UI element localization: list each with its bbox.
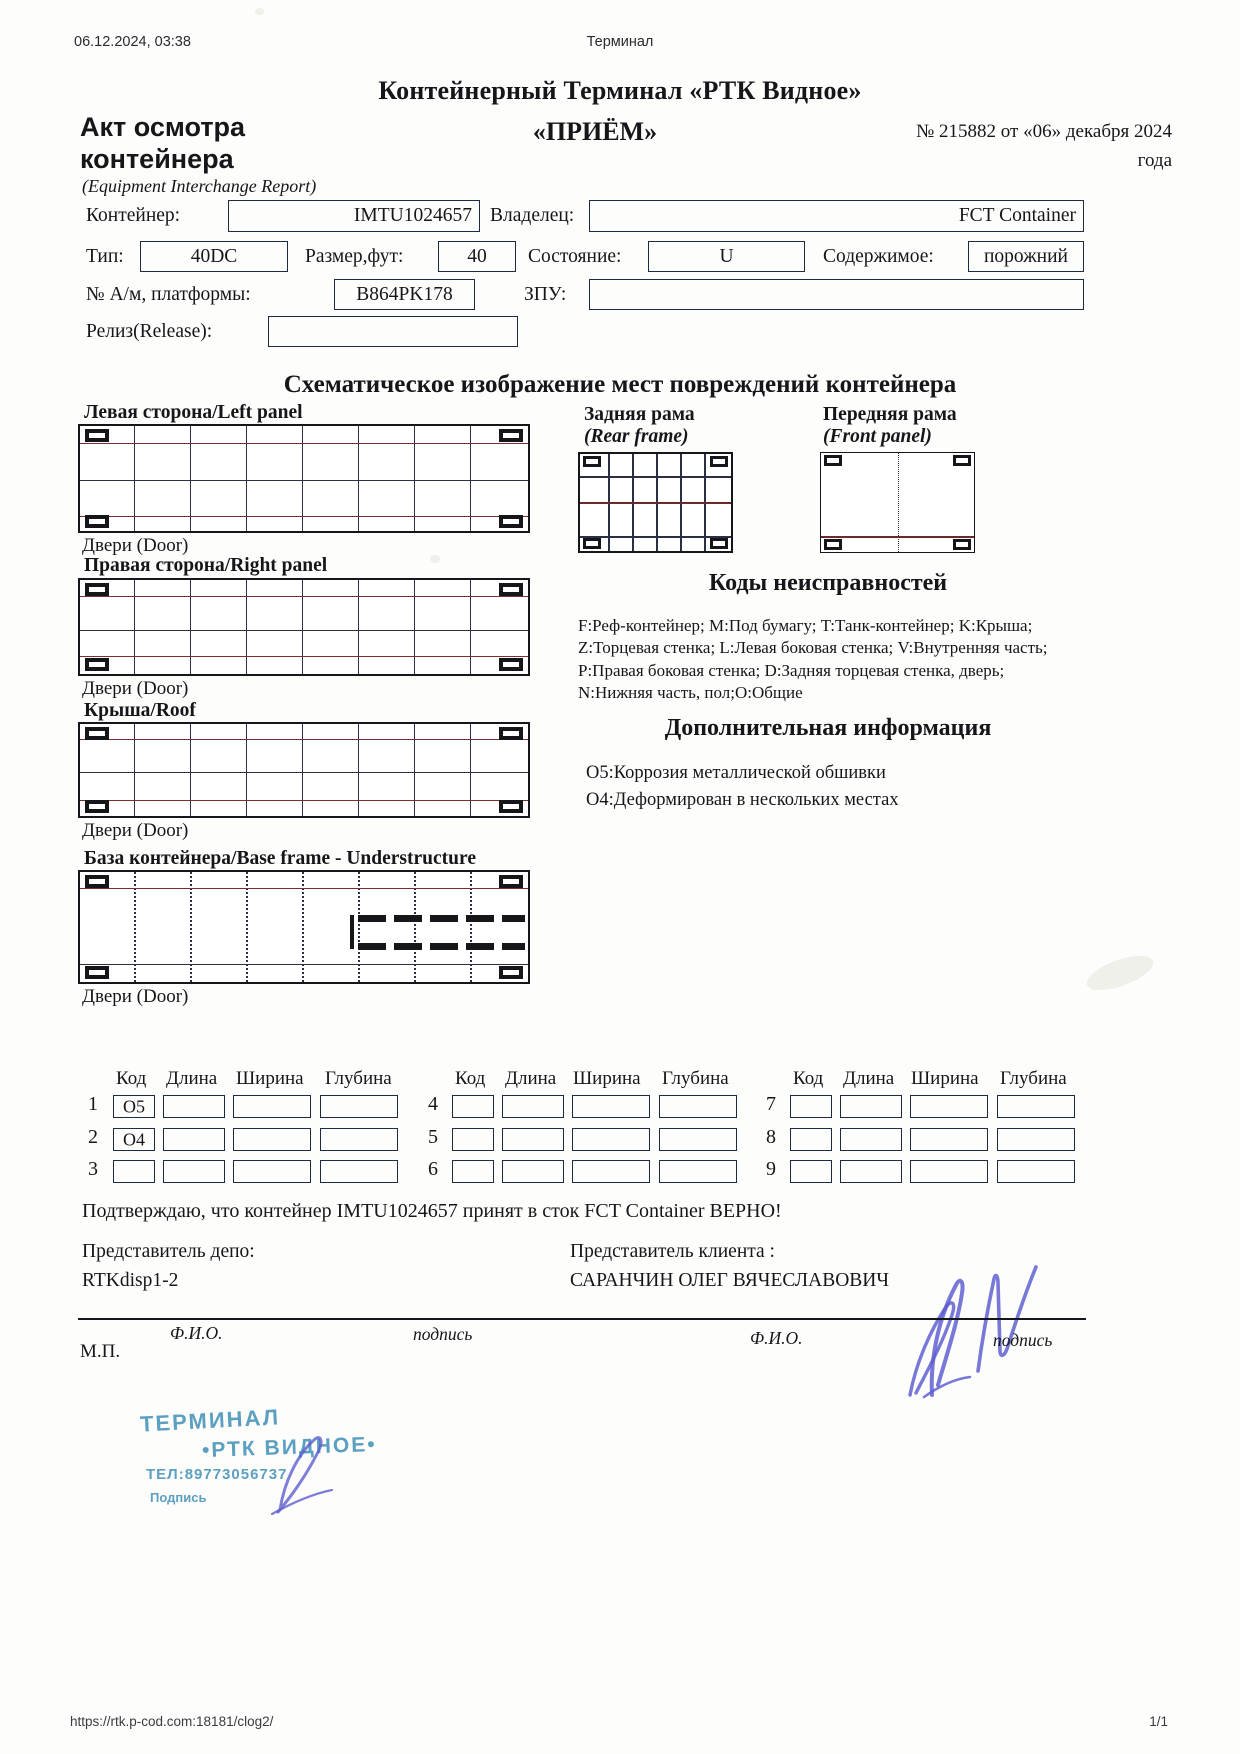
seal-label: ЗПУ:: [524, 284, 567, 305]
signature-line: [78, 1318, 1086, 1320]
width-input[interactable]: [572, 1160, 650, 1183]
signature-caption-right: подпись: [993, 1330, 1053, 1350]
corner-fitting: [85, 658, 109, 671]
print-tab-title: Терминал: [586, 34, 654, 50]
stamp-line3: ТЕЛ:89773056737: [146, 1466, 288, 1483]
depth-header: Глубина: [325, 1068, 392, 1089]
document-kind: [80, 112, 410, 176]
code-input[interactable]: [113, 1160, 155, 1183]
corner-fitting: [85, 429, 109, 442]
corner-fitting: [85, 583, 109, 596]
right-panel-door-label: Двери (Door): [82, 678, 189, 699]
length-input[interactable]: [163, 1095, 225, 1118]
state-input[interactable]: [648, 241, 805, 272]
owner-value: FCT Container: [958, 205, 1076, 226]
length-input[interactable]: [502, 1128, 564, 1151]
row-index: 4: [428, 1093, 438, 1115]
length-input[interactable]: [502, 1095, 564, 1118]
corner-fitting: [710, 538, 728, 549]
left-panel-label: Левая сторона/Left panel: [84, 402, 303, 423]
code-input[interactable]: [790, 1095, 832, 1118]
paper-smudge: [430, 555, 440, 563]
fio-caption-right: Ф.И.О.: [750, 1328, 803, 1348]
schematic-title: Схематическое изображение мест повреждений контейнера: [283, 371, 957, 398]
size-label: Размер,фут:: [305, 246, 404, 267]
corner-fitting: [824, 455, 842, 466]
damage-mark: [466, 915, 494, 922]
container-label: Контейнер:: [86, 205, 181, 226]
state-label: Состояние:: [528, 246, 622, 267]
depth-input[interactable]: [997, 1095, 1075, 1118]
left-panel-door-label: Двери (Door): [82, 535, 189, 556]
signature-caption-left: подпись: [413, 1324, 473, 1344]
damage-mark: [430, 943, 458, 950]
vehicle-input[interactable]: [334, 279, 475, 310]
stamp-place-label: М.П.: [80, 1341, 121, 1362]
right-panel-label: Правая сторона/Right panel: [84, 555, 328, 576]
corner-fitting: [499, 875, 523, 888]
front-panel-diagram[interactable]: [820, 452, 975, 553]
row-index: 3: [88, 1158, 98, 1180]
corner-fitting: [85, 875, 109, 888]
type-value: 40DC: [190, 245, 238, 267]
corner-fitting: [583, 456, 601, 467]
width-input[interactable]: [233, 1160, 311, 1183]
damage-mark: [502, 915, 525, 922]
additional-info-list: [586, 760, 1086, 814]
corner-fitting: [499, 800, 523, 813]
confirmation-text: Подтверждаю, что контейнер IMTU1024657 принят в сток FCT Container ВЕРНО!: [82, 1200, 782, 1222]
corner-fitting: [710, 456, 728, 467]
damage-mark: [394, 943, 422, 950]
depth-input[interactable]: [320, 1160, 398, 1183]
damage-mark: [430, 915, 458, 922]
paper-smudge: [255, 8, 264, 15]
code-input[interactable]: [452, 1095, 494, 1118]
length-header: Длина: [505, 1068, 557, 1089]
type-label: Тип:: [86, 246, 124, 267]
length-header: Длина: [166, 1068, 218, 1089]
document-number: [812, 118, 1172, 175]
corner-fitting: [499, 583, 523, 596]
depth-input[interactable]: [659, 1160, 737, 1183]
row-index: 9: [766, 1158, 776, 1180]
fault-code-line: P:Правая боковая стенка; D:Задняя торцевая стенка, дверь;: [578, 660, 1005, 680]
fio-caption-left: Ф.И.О.: [170, 1323, 223, 1343]
fault-code-line: F:Реф-контейнер; M:Под бумагу; T:Танк-контейнер; K:Крыша;: [578, 616, 1033, 635]
code-input[interactable]: [113, 1128, 155, 1151]
width-input[interactable]: [910, 1128, 988, 1151]
stamp-line4: Подпись: [150, 1490, 207, 1505]
additional-info-title: Дополнительная информация: [664, 715, 992, 741]
document-number-line2: года: [1137, 149, 1172, 171]
row-index: 7: [766, 1093, 776, 1115]
content-input[interactable]: [968, 241, 1084, 272]
corner-fitting: [499, 727, 523, 740]
corner-fitting: [499, 966, 523, 979]
code-value: O5: [123, 1096, 145, 1116]
corner-fitting: [499, 429, 523, 442]
width-input[interactable]: [233, 1128, 311, 1151]
terminal-stamp: [139, 1404, 400, 1518]
depth-header: Глубина: [662, 1068, 729, 1089]
release-input[interactable]: [268, 316, 518, 347]
size-input[interactable]: [438, 241, 516, 272]
print-page-number: 1/1: [1149, 1714, 1168, 1729]
code-input[interactable]: [452, 1128, 494, 1151]
print-footer: [0, 1714, 1240, 1732]
content-value: порожний: [984, 245, 1068, 267]
front-panel-label: [823, 404, 957, 448]
corner-fitting: [953, 455, 971, 466]
corner-fitting: [85, 727, 109, 740]
row-index: 1: [88, 1093, 98, 1115]
stamp-line2: •РТК ВИДНОЕ•: [201, 1432, 377, 1463]
depot-representative-name: RTKdisp1-2: [82, 1270, 179, 1292]
stamp-line1: ТЕРМИНАЛ: [139, 1404, 281, 1437]
length-input[interactable]: [163, 1128, 225, 1151]
field-row-container: [0, 200, 1240, 234]
width-input[interactable]: [572, 1128, 650, 1151]
owner-input[interactable]: [589, 200, 1084, 232]
owner-label: Владелец:: [490, 205, 575, 226]
base-frame-label: База контейнера/Base frame - Understructure: [84, 848, 476, 869]
code-value: O4: [123, 1129, 145, 1149]
field-row-type: [0, 241, 1240, 275]
row-index: 5: [428, 1126, 438, 1148]
content-label: Содержимое:: [823, 246, 934, 267]
print-header: [0, 34, 1240, 54]
additional-info-line: O4:Деформирован в нескольких местах: [586, 789, 899, 810]
document-number-line1: № 215882 от «06» декабря 2024: [916, 121, 1172, 142]
damage-bracket: [350, 915, 354, 949]
fault-codes-title: Коды неисправностей: [708, 570, 948, 596]
damage-mark: [394, 915, 422, 922]
corner-fitting: [85, 515, 109, 528]
print-url: https://rtk.p-cod.com:18181/clog2/: [70, 1714, 274, 1729]
document-kind-line1: Акт осмотра: [80, 112, 246, 142]
depot-representative: [82, 1237, 255, 1296]
code-input[interactable]: [790, 1128, 832, 1151]
depth-input[interactable]: [997, 1160, 1075, 1183]
field-row-vehicle: [0, 279, 1240, 313]
size-value: 40: [467, 245, 487, 267]
damage-mark: [466, 943, 494, 950]
fault-code-line: Z:Торцевая стенка; L:Левая боковая стенка; V:Внутренняя часть;: [578, 638, 1048, 658]
row-index: 8: [766, 1126, 776, 1148]
length-input[interactable]: [502, 1160, 564, 1183]
row-index: 2: [88, 1126, 98, 1148]
container-input[interactable]: [228, 200, 480, 232]
state-value: U: [719, 245, 734, 267]
corner-fitting: [85, 966, 109, 979]
client-signature-ink: [890, 1245, 1090, 1405]
organization-title: Контейнерный Терминал «РТК Видное»: [378, 76, 862, 105]
corner-fitting: [824, 539, 842, 550]
depth-input[interactable]: [659, 1128, 737, 1151]
rear-frame-label-line1: Задняя рама: [584, 404, 695, 425]
width-header: Ширина: [911, 1068, 979, 1089]
rear-frame-diagram[interactable]: [578, 452, 733, 553]
width-input[interactable]: [572, 1095, 650, 1118]
document-kind-english: (Equipment Interchange Report): [82, 176, 317, 196]
base-frame-diagram[interactable]: [78, 870, 530, 984]
paper-smudge: [1083, 949, 1158, 997]
roof-door-label: Двери (Door): [82, 820, 189, 841]
right-panel-diagram[interactable]: [78, 578, 530, 676]
release-label: Релиз(Release):: [86, 321, 213, 342]
rear-frame-label: [584, 404, 695, 448]
document-mode: «ПРИЁМ»: [532, 117, 658, 146]
vehicle-label: № А/м, платформы:: [86, 284, 251, 305]
length-input[interactable]: [840, 1128, 902, 1151]
depth-input[interactable]: [320, 1128, 398, 1151]
length-input[interactable]: [163, 1160, 225, 1183]
depth-input[interactable]: [659, 1095, 737, 1118]
width-header: Ширина: [236, 1068, 304, 1089]
length-header: Длина: [843, 1068, 895, 1089]
rear-frame-label-line2: (Rear frame): [584, 426, 689, 447]
additional-info-line: O5:Коррозия металлической обшивки: [586, 763, 886, 783]
fault-code-line: N:Нижняя часть, пол;O:Общие: [578, 683, 803, 703]
base-frame-door-label: Двери (Door): [82, 986, 189, 1007]
damage-mark: [358, 943, 386, 950]
fault-codes-list: [578, 615, 1078, 705]
print-datetime: 06.12.2024, 03:38: [74, 34, 191, 50]
width-input[interactable]: [233, 1095, 311, 1118]
corner-fitting: [953, 539, 971, 550]
corner-fitting: [583, 538, 601, 549]
length-input[interactable]: [840, 1095, 902, 1118]
left-panel-diagram[interactable]: [78, 424, 530, 533]
width-header: Ширина: [573, 1068, 641, 1089]
depth-input[interactable]: [320, 1095, 398, 1118]
client-representative-label: Представитель клиента :: [570, 1241, 775, 1262]
code-header: Код: [455, 1068, 486, 1089]
damage-mark: [358, 915, 386, 922]
code-header: Код: [793, 1068, 824, 1089]
damage-mark: [502, 943, 525, 950]
corner-fitting: [85, 800, 109, 813]
length-input[interactable]: [840, 1160, 902, 1183]
row-index: 6: [428, 1158, 438, 1180]
code-input[interactable]: [452, 1160, 494, 1183]
front-panel-label-line1: Передняя рама: [823, 404, 957, 425]
container-value: IMTU1024657: [353, 205, 472, 226]
code-header: Код: [116, 1068, 147, 1089]
client-representative: [570, 1237, 889, 1296]
roof-diagram[interactable]: [78, 722, 530, 818]
corner-fitting: [499, 515, 523, 528]
roof-label: Крыша/Roof: [84, 700, 196, 721]
client-representative-name: САРАНЧИН ОЛЕГ ВЯЧЕСЛАВОВИЧ: [570, 1270, 890, 1292]
code-input[interactable]: [113, 1095, 155, 1118]
depth-input[interactable]: [997, 1128, 1075, 1151]
width-input[interactable]: [910, 1095, 988, 1118]
front-panel-label-line2: (Front panel): [823, 426, 932, 447]
depot-representative-label: Представитель депо:: [82, 1241, 255, 1262]
document-kind-line2: контейнера: [80, 143, 234, 174]
type-input[interactable]: [140, 241, 288, 272]
field-row-release: [0, 316, 1240, 350]
vehicle-value: B864PK178: [356, 283, 453, 305]
code-input[interactable]: [790, 1160, 832, 1183]
corner-fitting: [499, 658, 523, 671]
width-input[interactable]: [910, 1160, 988, 1183]
seal-input[interactable]: [589, 279, 1084, 310]
depth-header: Глубина: [1000, 1068, 1067, 1089]
